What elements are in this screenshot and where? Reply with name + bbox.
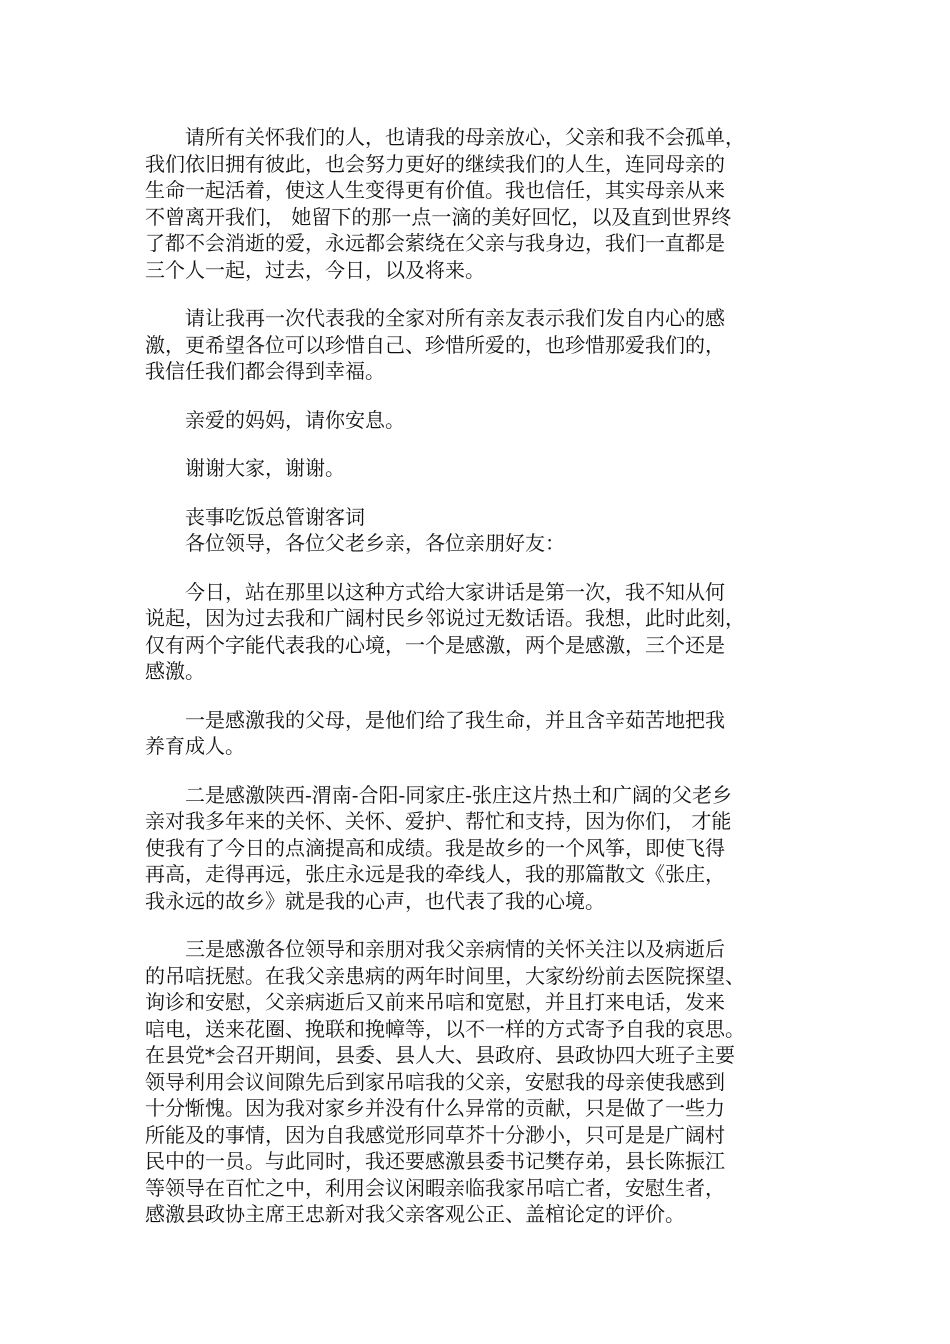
section-title: 丧事吃饭总管谢客词	[185, 504, 365, 529]
paragraph-opening: 今日，站在那里以这种方式给大家讲话是第一次，我不知从何 说起，因为过去我和广阔村民乡邻说过无数话语。我想，此时此刻， 仅有两个字能代表我的心境，一个是感激，两个是感激，三个还是 感激。	[145, 579, 745, 683]
paragraph-thanks-hometown: 二是感激陕西-渭南-合阳-同家庄-张庄这片热土和广阔的父老乡 亲对我多年来的关怀、关怀、爱护、帮忙和支持，因为你们， 才能 使我有了今日的点滴提高和成绩。我是故乡的一个风筝，即使飞得 再高，走得再远，张庄永远是我的牵线人，我的那篇散文《张庄， 我永远的故乡》就是我的心声，也代表了我的心境。	[145, 782, 733, 913]
document-body	[145, 124, 813, 1250]
paragraph-thanks-family: 请让我再一次代表我的全家对所有亲友表示我们发自内心的感 激，更希望各位可以珍惜自己、珍惜所爱的，也珍惜那爱我们的， 我信任我们都会得到幸福。	[145, 306, 725, 383]
paragraph-thanks-parents: 一是感激我的父母，是他们给了我生命，并且含辛茹苦地把我 养育成人。	[145, 707, 725, 758]
paragraph-mother-rest: 请所有关怀我们的人，也请我的母亲放心，父亲和我不会孤单， 我们依旧拥有彼此，也会努力更好的继续我们的人生，连同母亲的 生命一起活着，使这人生变得更有价值。我也信任，其实母亲从来 不曾离开我们， 她留下的那一点一滴的美好回忆，以及直到世界终 了都不会消逝的爱，永远都会萦绕在父亲与我身边，我们一直都是 三个人一起，过去，今日，以及将来。	[145, 125, 745, 282]
salutation: 各位领导，各位父老乡亲，各位亲朋好友：	[185, 531, 565, 555]
paragraph-farewell-mother: 亲爱的妈妈，请你安息。	[185, 407, 405, 432]
paragraph-thank-everyone: 谢谢大家，谢谢。	[185, 456, 345, 480]
paragraph-thanks-leaders: 三是感激各位领导和亲朋对我父亲病情的关怀关注以及病逝后 的吊唁抚慰。在我父亲患病的两年时间里，大家纷纷前去医院探望、 询诊和安慰，父亲病逝后又前来吊唁和宽慰，并且打来电话，发来 唁电，送来花圈、挽联和挽幛等，以不一样的方式寄予自我的哀思。 在县党*会召开期间，县委、县人大、县政府、县政协四大班子主要 领导利用会议间隙先后到家吊唁我的父亲，安慰我的母亲使我感到 十分惭愧。因为我对家乡并没有什么异常的贡献，只是做了一些力 所能及的事情，因为自我感觉形同草芥十分渺小，只可是是广阔村 民中的一员。与此同时，我还要感激县委书记樊存弟，县长陈振江 等领导在百忙之中，利用会议闲暇亲临我家吊唁亡者，安慰生者， 感激县政协主席王忠新对我父亲客观公正、盖棺论定的评价。	[145, 937, 745, 1226]
